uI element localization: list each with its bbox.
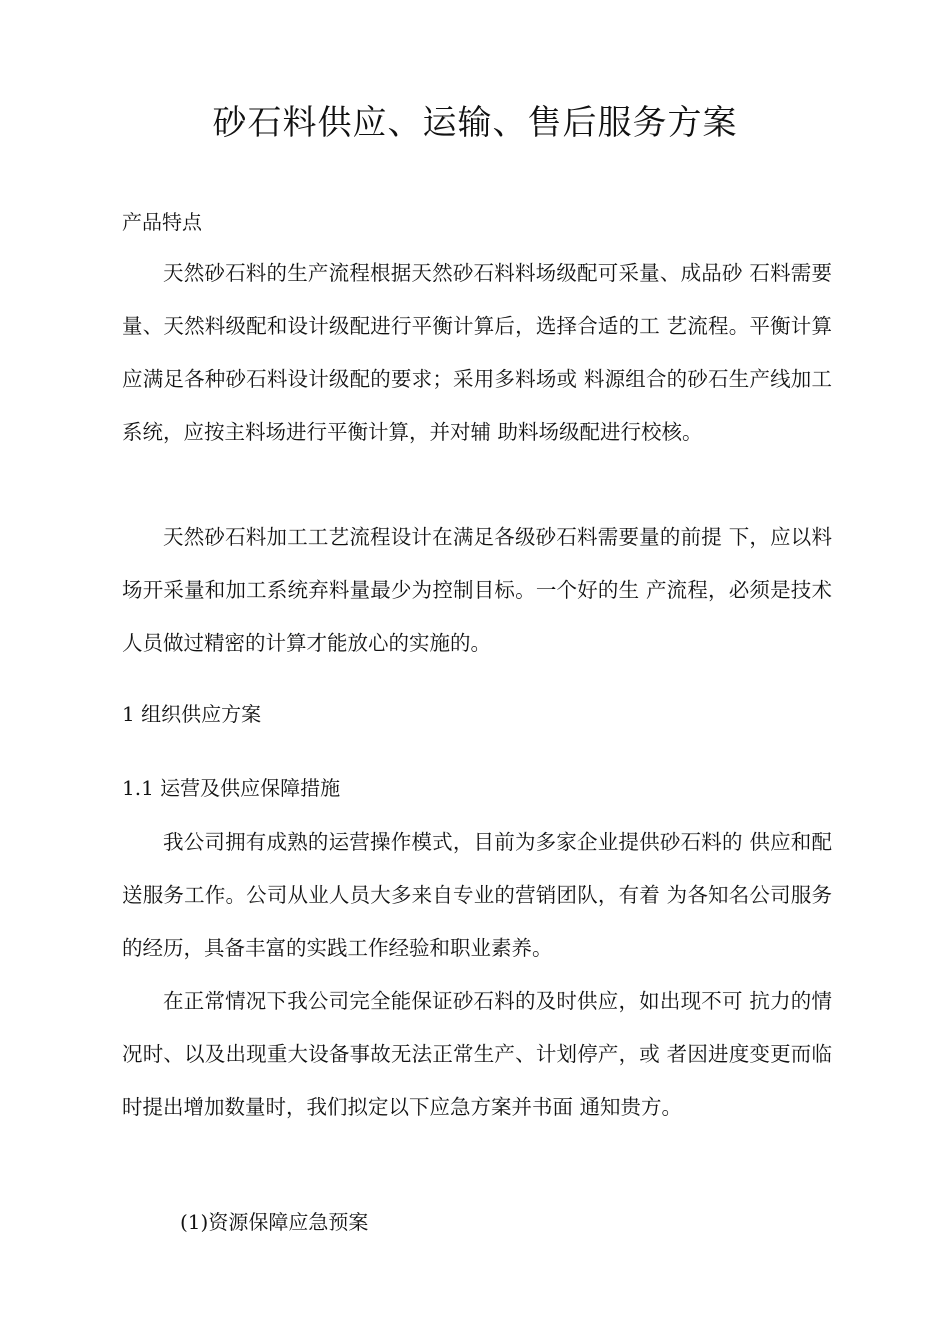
section-heading-supply-plan: 1 组织供应方案: [122, 702, 262, 726]
paragraph-process-design: 天然砂石料加工工艺流程设计在满足各级砂石料需要量的前提 下，应以料场开采量和加工系统弃料量最少为控制目标。一个好的生 产流程，必须是技术人员做过精密的计算才能放心的实施的。: [122, 525, 832, 655]
subitem-resource-emergency-plan: (1)资源保障应急预案: [180, 1210, 369, 1234]
paragraph-company-operations: 我公司拥有成熟的运营操作模式，目前为多家企业提供砂石料的 供应和配送服务工作。公司从业人员大多来自专业的营销团队，有着 为各知名公司服务的经历，具备丰富的实践工作经验和职业素养。: [122, 830, 832, 960]
paragraph-emergency-supply: 在正常情况下我公司完全能保证砂石料的及时供应，如出现不可 抗力的情况时、以及出现重大设备事故无法正常生产、计划停产，或 者因进度变更而临时提出增加数量时，我们拟定以下应急方案并书面 通知贵方。: [122, 989, 832, 1119]
section-heading-product-features: 产品特点: [122, 210, 202, 234]
paragraph-production-process: 天然砂石料的生产流程根据天然砂石料料场级配可采量、成品砂 石料需要量、天然料级配和设计级配进行平衡计算后，选择合适的工 艺流程。平衡计算应满足各种砂石料设计级配的要求；采用多料场或 料源组合的砂石生产线加工系统，应按主料场进行平衡计算，并对辅 助料场级配进行校核。: [122, 261, 832, 444]
section-heading-operations-guarantee: 1.1 运营及供应保障措施: [122, 776, 341, 800]
document-title: 砂石料供应、运输、售后服务方案: [212, 103, 738, 143]
